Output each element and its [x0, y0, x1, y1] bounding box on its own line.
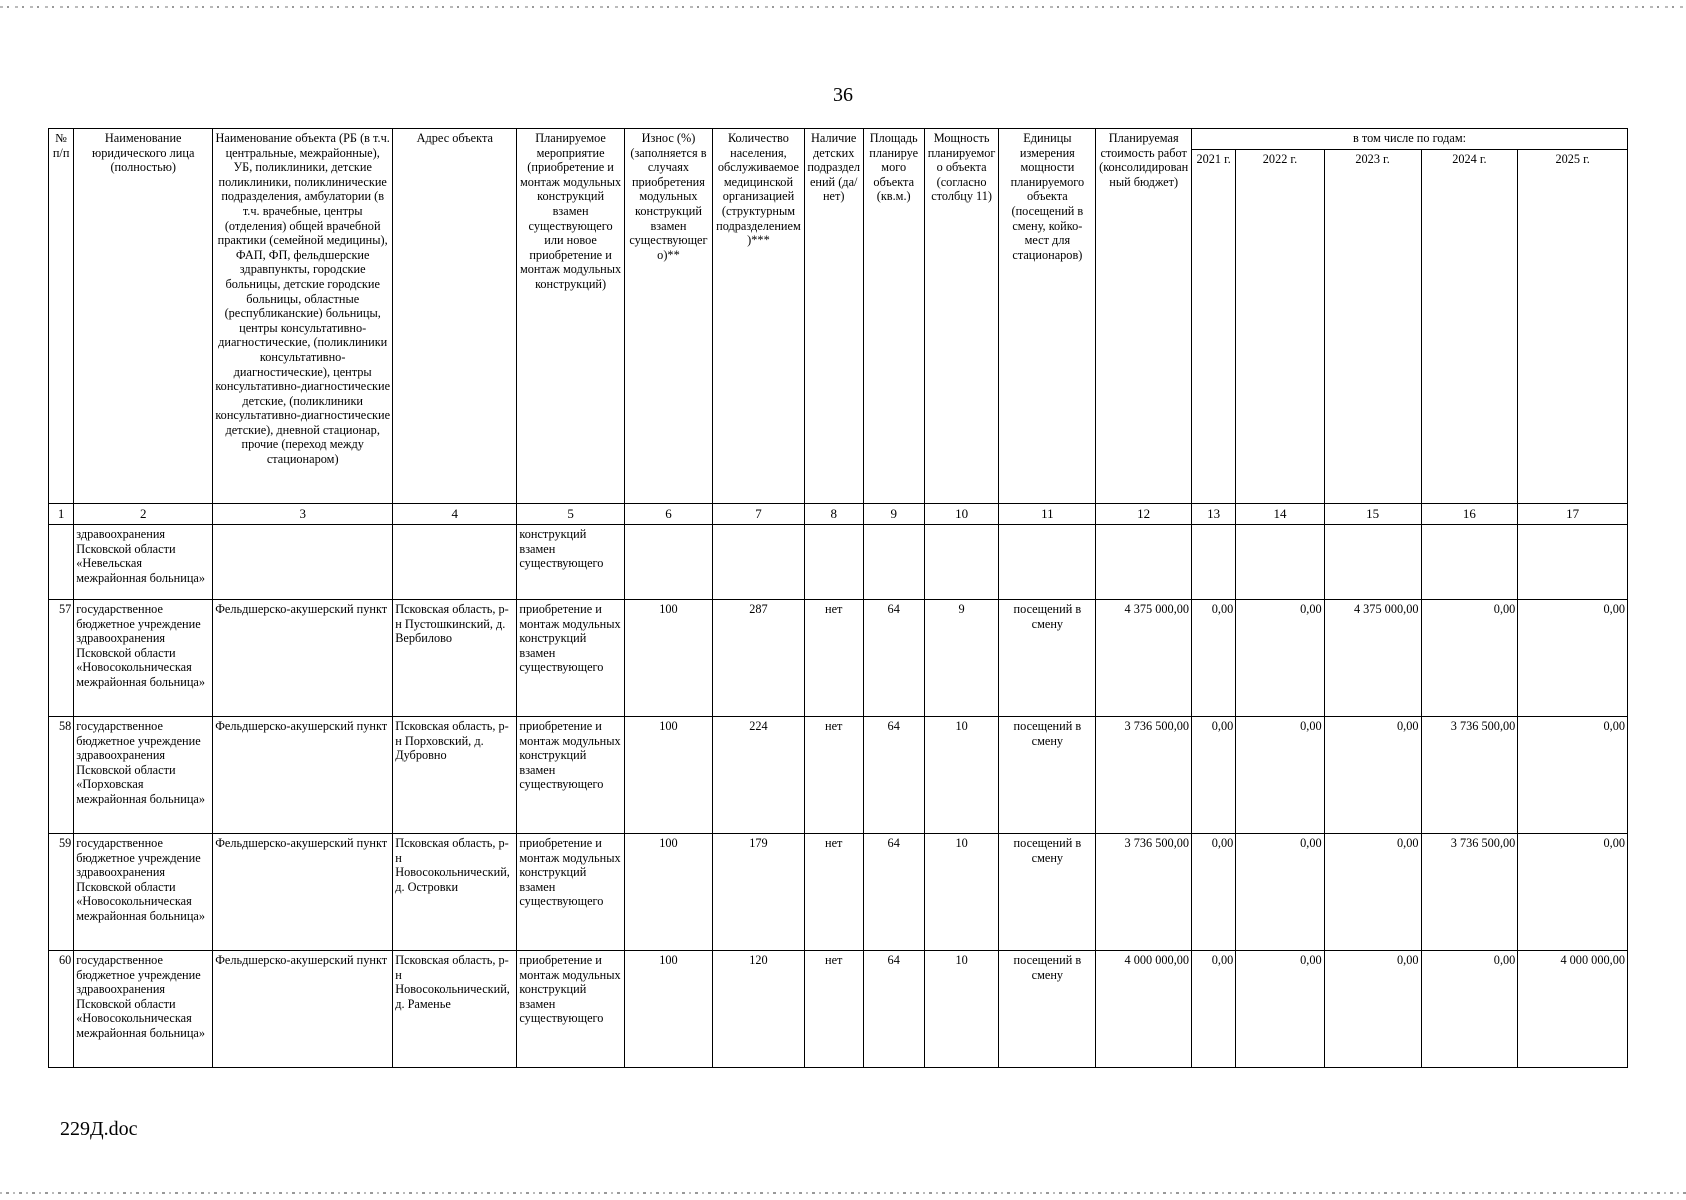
table-row: [49, 834, 1628, 951]
table-row: [49, 951, 1628, 1068]
row-year-2024: 3 736 500,00: [1421, 834, 1518, 951]
row-object: Фельдшерско-акушерский пункт: [213, 834, 393, 951]
row-year-2021: 0,00: [1192, 717, 1236, 834]
scan-artifact-bottom: [0, 1192, 1686, 1194]
row-year-2022: 0,00: [1236, 600, 1324, 717]
col-number: 2: [74, 504, 213, 525]
header-entity: Наименование юридического лица (полностью): [74, 129, 213, 504]
row-capacity: 10: [924, 834, 999, 951]
header-population: Количество населения, обслуживаемое медицинской организацией (структурным подразделением)***: [713, 129, 805, 504]
row-measure: приобретение и монтаж модульных конструкций взамен существующего: [517, 600, 624, 717]
cell-empty: [213, 525, 393, 600]
row-year-2021: 0,00: [1192, 600, 1236, 717]
col-number: 15: [1324, 504, 1421, 525]
col-number: 11: [999, 504, 1096, 525]
col-number: 1: [49, 504, 74, 525]
row-children: нет: [804, 951, 863, 1068]
row-number: 59: [49, 834, 74, 951]
row-children: нет: [804, 717, 863, 834]
header-capacity: Мощность планируемого объекта (согласно столбцу 11): [924, 129, 999, 504]
row-year-2022: 0,00: [1236, 951, 1324, 1068]
cell-empty: [1518, 525, 1628, 600]
row-year-2021: 0,00: [1192, 834, 1236, 951]
header-children: Наличие детских подразделений (да/нет): [804, 129, 863, 504]
row-year-2021: 0,00: [1192, 951, 1236, 1068]
row-area: 64: [863, 600, 924, 717]
cell-empty: [804, 525, 863, 600]
col-number: 8: [804, 504, 863, 525]
row-wear: 100: [624, 951, 712, 1068]
row-entity: государственное бюджетное учреждение здравоохранения Псковской области «Новосокольническая межрайонная больница»: [74, 834, 213, 951]
cell-empty: [863, 525, 924, 600]
row-capacity: 10: [924, 951, 999, 1068]
row-population: 287: [713, 600, 805, 717]
cell-empty: [1236, 525, 1324, 600]
row-object: Фельдшерско-акушерский пункт: [213, 600, 393, 717]
header-year-2023: 2023 г.: [1324, 150, 1421, 504]
table-row: [49, 600, 1628, 717]
row-year-2023: 0,00: [1324, 834, 1421, 951]
row-year-2025: 0,00: [1518, 600, 1628, 717]
row-children: нет: [804, 834, 863, 951]
table-row: [49, 717, 1628, 834]
row-unit: посещений в смену: [999, 717, 1096, 834]
header-row-1: [49, 129, 1628, 150]
header-cost: Планируемая стоимость работ (консолидированный бюджет): [1096, 129, 1192, 504]
cell-empty: [1096, 525, 1192, 600]
row-object: Фельдшерско-акушерский пункт: [213, 951, 393, 1068]
header-num: № п/п: [49, 129, 74, 504]
row-year-2023: 0,00: [1324, 717, 1421, 834]
row-entity: государственное бюджетное учреждение здравоохранения Псковской области «Новосокольническая межрайонная больница»: [74, 600, 213, 717]
col-number: 12: [1096, 504, 1192, 525]
col-number: 13: [1192, 504, 1236, 525]
row-unit: посещений в смену: [999, 600, 1096, 717]
row-measure: приобретение и монтаж модульных конструкций взамен существующего: [517, 951, 624, 1068]
row-wear: 100: [624, 600, 712, 717]
header-year-2024: 2024 г.: [1421, 150, 1518, 504]
investment-table: [48, 128, 1628, 1068]
col-number: 17: [1518, 504, 1628, 525]
continuation-row: [49, 525, 1628, 600]
row-measure: приобретение и монтаж модульных конструкций взамен существующего: [517, 834, 624, 951]
page-number: 36: [833, 84, 853, 106]
row-entity: государственное бюджетное учреждение здравоохранения Псковской области «Порховская межрайонная больница»: [74, 717, 213, 834]
header-object: Наименование объекта (РБ (в т.ч. центральные, межрайонные), УБ, поликлиники, детские поликлиники, поликлинические подразделения, амбулатории (в т.ч. врачебные, центры (отделения) общей врачебной практики (семейной медицины), ФАП, ФП, фельдшерские здравпункты, городские больницы, детские городские больницы, областные (республиканские) больницы, центры консультативно-диагностические, (поликлиники консультативно-диагностические), центры консультативно-диагностические детские, (поликлиники консультативно-диагностические детские), дневной стационар, прочие (переход между стационаром): [213, 129, 393, 504]
header-years-group: в том числе по годам:: [1192, 129, 1628, 150]
cell-empty: [924, 525, 999, 600]
row-children: нет: [804, 600, 863, 717]
cell-empty: [713, 525, 805, 600]
row-population: 179: [713, 834, 805, 951]
cell-empty: [49, 525, 74, 600]
header-year-2021: 2021 г.: [1192, 150, 1236, 504]
continuation-measure: конструкций взамен существующего: [517, 525, 624, 600]
row-population: 224: [713, 717, 805, 834]
header-year-2022: 2022 г.: [1236, 150, 1324, 504]
row-cost: 4 000 000,00: [1096, 951, 1192, 1068]
row-number: 60: [49, 951, 74, 1068]
col-number: 5: [517, 504, 624, 525]
row-year-2022: 0,00: [1236, 717, 1324, 834]
cell-empty: [624, 525, 712, 600]
col-number: 16: [1421, 504, 1518, 525]
row-year-2023: 4 375 000,00: [1324, 600, 1421, 717]
row-object: Фельдшерско-акушерский пункт: [213, 717, 393, 834]
row-cost: 3 736 500,00: [1096, 834, 1192, 951]
column-number-row: [49, 504, 1628, 525]
row-year-2024: 3 736 500,00: [1421, 717, 1518, 834]
row-address: Псковская область, р-н Пустошкинский, д. Вербилово: [393, 600, 517, 717]
row-address: Псковская область, р-н Новосокольнический, д. Островки: [393, 834, 517, 951]
row-year-2025: 0,00: [1518, 717, 1628, 834]
row-year-2025: 0,00: [1518, 834, 1628, 951]
continuation-entity: здравоохранения Псковской области «Невельская межрайонная больница»: [74, 525, 213, 600]
col-number: 4: [393, 504, 517, 525]
row-capacity: 9: [924, 600, 999, 717]
row-address: Псковская область, р-н Новосокольнический, д. Раменье: [393, 951, 517, 1068]
row-year-2022: 0,00: [1236, 834, 1324, 951]
header-area: Площадь планируемого объекта (кв.м.): [863, 129, 924, 504]
col-number: 14: [1236, 504, 1324, 525]
col-number: 7: [713, 504, 805, 525]
row-area: 64: [863, 834, 924, 951]
cell-empty: [999, 525, 1096, 600]
cell-empty: [1192, 525, 1236, 600]
cell-empty: [1324, 525, 1421, 600]
row-wear: 100: [624, 834, 712, 951]
row-population: 120: [713, 951, 805, 1068]
row-year-2023: 0,00: [1324, 951, 1421, 1068]
col-number: 6: [624, 504, 712, 525]
row-year-2024: 0,00: [1421, 600, 1518, 717]
header-year-2025: 2025 г.: [1518, 150, 1628, 504]
header-unit: Единицы измерения мощности планируемого объекта (посещений в смену, койко-мест для стационаров): [999, 129, 1096, 504]
document-filename: 229Д.doc: [60, 1118, 138, 1140]
header-measure: Планируемое мероприятие (приобретение и монтаж модульных конструкций взамен существующего или новое приобретение и монтаж модульных конструкций): [517, 129, 624, 504]
col-number: 9: [863, 504, 924, 525]
header-address: Адрес объекта: [393, 129, 517, 504]
row-entity: государственное бюджетное учреждение здравоохранения Псковской области «Новосокольническая межрайонная больница»: [74, 951, 213, 1068]
row-cost: 4 375 000,00: [1096, 600, 1192, 717]
row-area: 64: [863, 951, 924, 1068]
header-wear: Износ (%) (заполняется в случаях приобретения модульных конструкций взамен существующего)**: [624, 129, 712, 504]
cell-empty: [393, 525, 517, 600]
row-address: Псковская область, р-н Порховский, д. Дубровно: [393, 717, 517, 834]
row-unit: посещений в смену: [999, 834, 1096, 951]
row-area: 64: [863, 717, 924, 834]
col-number: 10: [924, 504, 999, 525]
row-capacity: 10: [924, 717, 999, 834]
row-number: 57: [49, 600, 74, 717]
row-measure: приобретение и монтаж модульных конструкций взамен существующего: [517, 717, 624, 834]
row-wear: 100: [624, 717, 712, 834]
row-unit: посещений в смену: [999, 951, 1096, 1068]
row-number: 58: [49, 717, 74, 834]
row-year-2025: 4 000 000,00: [1518, 951, 1628, 1068]
cell-empty: [1421, 525, 1518, 600]
scan-artifact-top: [0, 6, 1686, 8]
row-cost: 3 736 500,00: [1096, 717, 1192, 834]
row-year-2024: 0,00: [1421, 951, 1518, 1068]
col-number: 3: [213, 504, 393, 525]
